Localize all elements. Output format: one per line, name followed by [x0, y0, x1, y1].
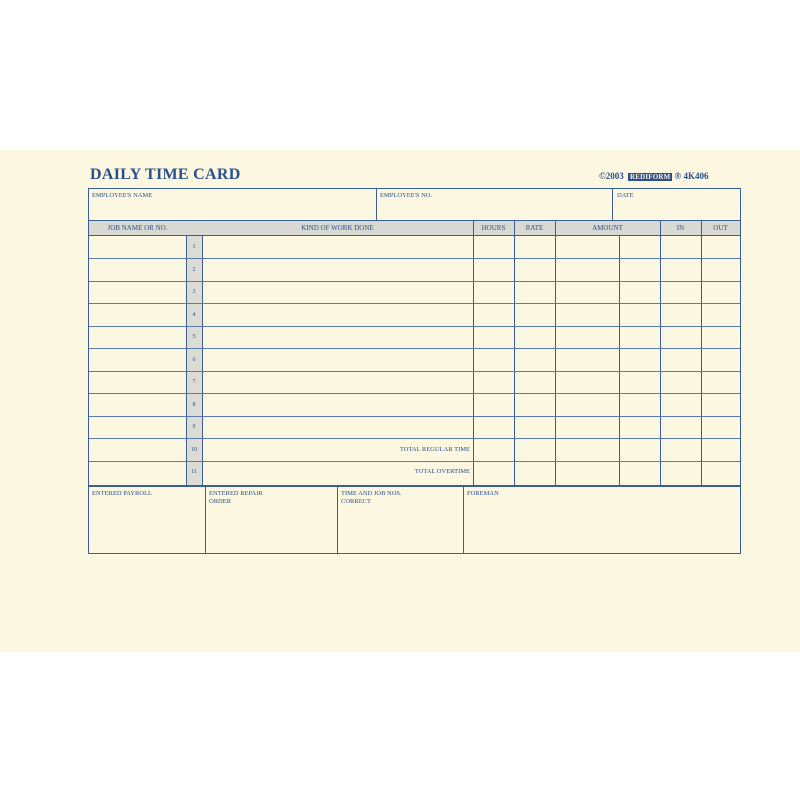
row-number: 7 [192, 379, 196, 385]
header-amount: AMOUNT [592, 224, 623, 232]
divider-name-no [376, 188, 377, 221]
header-hours: HOURS [481, 224, 506, 232]
col-line [514, 221, 515, 486]
copyright: ©2003 [599, 171, 624, 181]
time-job-line-1: TIME AND JOB NOS. [341, 490, 402, 497]
time-job-correct-field[interactable] [341, 490, 402, 506]
divider-no-date [612, 188, 613, 221]
row-number: 1 [192, 244, 196, 250]
col-line [619, 236, 620, 486]
total-regular-time-label: TOTAL REGULAR TIME [399, 446, 470, 453]
entered-repair-line-1: ENTERED REPAIR [209, 490, 263, 497]
employee-name-field[interactable]: EMPLOYEE'S NAME [92, 192, 153, 199]
row-number: 5 [192, 334, 196, 340]
col-line [701, 221, 702, 486]
card-title: DAILY TIME CARD [90, 166, 241, 183]
col-line [473, 221, 474, 486]
foreman-field[interactable]: FOREMAN [467, 490, 499, 497]
row-number: 10 [191, 447, 197, 453]
entered-repair-line-2: ORDER [209, 498, 232, 505]
header-out: OUT [713, 224, 728, 232]
col-line [555, 221, 556, 486]
col-line [202, 236, 203, 486]
col-line [660, 221, 661, 486]
row-number: 6 [192, 357, 196, 363]
date-field[interactable]: DATE [617, 192, 634, 199]
header-work: KIND OF WORK DONE [301, 224, 374, 232]
brand-logo: REDIFORM [629, 173, 671, 181]
form-number: ® 4K406 [674, 171, 709, 181]
footer-divider [337, 486, 338, 553]
row-number: 8 [192, 402, 196, 408]
row-number: 2 [192, 267, 196, 273]
approval-section [88, 485, 741, 554]
header-rate: RATE [525, 224, 544, 232]
entered-repair-field[interactable] [209, 490, 263, 506]
row-number: 3 [192, 289, 196, 295]
row-number: 9 [192, 424, 196, 430]
form-identifier [599, 171, 708, 181]
footer-divider [205, 486, 206, 553]
footer-divider [463, 486, 464, 553]
total-overtime-label: TOTAL OVERTIME [414, 468, 470, 475]
row-number: 4 [192, 312, 196, 318]
header-in: IN [676, 224, 685, 232]
employee-no-field[interactable]: EMPLOYEE'S NO. [380, 192, 433, 199]
entered-payroll-field[interactable]: ENTERED PAYROLL [92, 490, 153, 497]
row-number: 11 [191, 469, 197, 475]
header-job: JOB NAME OR NO. [107, 224, 168, 232]
time-job-line-2: CORRECT [341, 498, 371, 505]
